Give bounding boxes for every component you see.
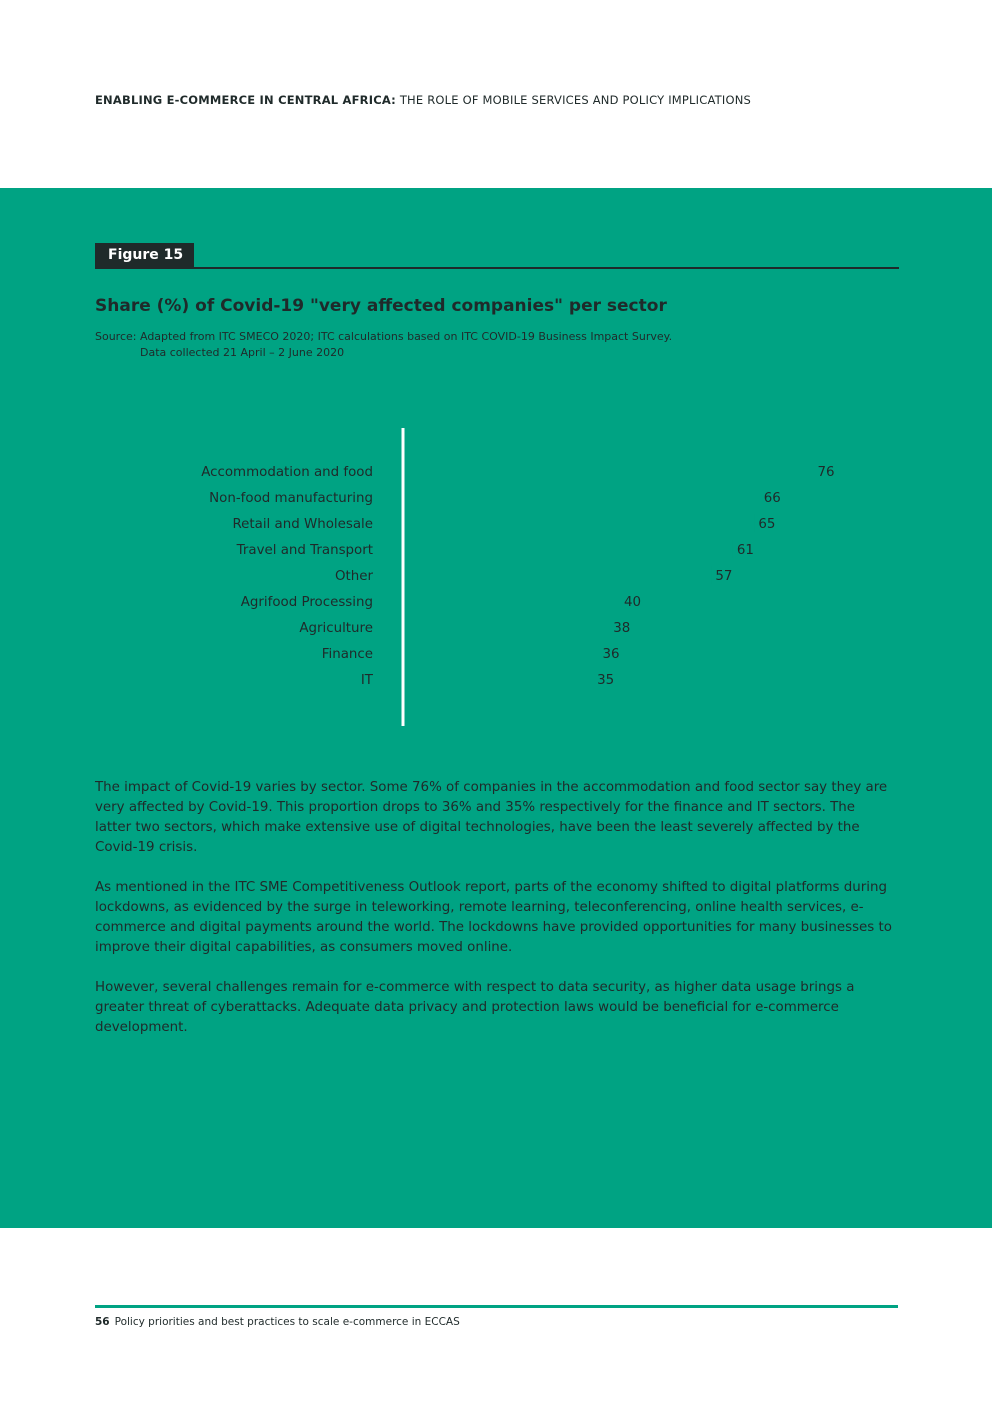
chart-source <box>95 329 672 361</box>
category-label: Agriculture <box>299 621 373 636</box>
value-label: 61 <box>736 543 754 558</box>
bar-chart <box>95 428 899 728</box>
footer-text: Policy priorities and best practices to scale e-commerce in ECCAS <box>114 1316 460 1328</box>
value-label: 65 <box>758 517 776 532</box>
category-label: Accommodation and food <box>201 465 373 480</box>
running-header <box>95 93 751 107</box>
bar <box>405 618 609 636</box>
body-text <box>95 778 895 1058</box>
category-label: IT <box>360 673 373 688</box>
category-label: Non-food manufacturing <box>209 491 373 506</box>
paragraph-2: As mentioned in the ITC SME Competitiveness Outlook report, parts of the economy shifted to digital platforms during lockdowns, as evidenced by the surge in teleworking, remote learning, teleconferencing, online health services, e-commerce and digital payments around the world. The lockdowns have provided opportunities for many businesses to improve their digital capabilities, as consumers moved online. <box>95 880 892 955</box>
value-label: 38 <box>613 621 631 636</box>
bar <box>405 566 711 584</box>
bar <box>405 670 593 688</box>
bar <box>405 644 599 662</box>
bar <box>405 514 754 532</box>
header-rest: THE ROLE OF MOBILE SERVICES AND POLICY IMPLICATIONS <box>395 93 752 107</box>
footer-rule <box>95 1305 898 1308</box>
bar <box>405 592 620 610</box>
value-label: 40 <box>624 595 642 610</box>
chart-svg <box>95 428 899 728</box>
category-label: Finance <box>321 647 373 662</box>
category-label: Agrifood Processing <box>240 595 373 610</box>
header-bold: ENABLING E-COMMERCE IN CENTRAL AFRICA: <box>95 93 396 107</box>
figure-label: Figure 15 <box>95 243 194 268</box>
chart-title: Share (%) of Covid-19 "very affected companies" per sector <box>95 296 667 316</box>
value-label: 35 <box>597 673 615 688</box>
value-label: 57 <box>715 569 733 584</box>
source-line-2: Data collected 21 April – 2 June 2020 <box>140 346 345 359</box>
figure-rule <box>95 267 899 269</box>
value-label: 36 <box>602 647 620 662</box>
bar <box>405 540 733 558</box>
category-label: Other <box>334 569 373 584</box>
bar <box>405 462 814 480</box>
category-label: Retail and Wholesale <box>232 517 373 532</box>
page-number: 56 <box>95 1316 110 1328</box>
page-footer <box>95 1316 460 1328</box>
value-label: 76 <box>817 465 835 480</box>
source-line-1: Source: Adapted from ITC SMECO 2020; ITC calculations based on ITC COVID-19 Business Impact Survey. <box>95 330 673 343</box>
paragraph-1: The impact of Covid-19 varies by sector. Some 76% of companies in the accommodation and food sector say they are very affected by Covid-19. This proportion drops to 36% and 35% respectively for the finance and IT sectors. The latter two sectors, which make extensive use of digital technologies, have been the least severely affected by the Covid-19 crisis. <box>95 780 888 855</box>
category-label: Travel and Transport <box>236 543 373 558</box>
value-label: 66 <box>763 491 781 506</box>
bar <box>405 488 760 506</box>
paragraph-3: However, several challenges remain for e-commerce with respect to data security, as higher data usage brings a greater threat of cyberattacks. Adequate data privacy and protection laws would be beneficial for e-commerce development. <box>95 980 855 1035</box>
